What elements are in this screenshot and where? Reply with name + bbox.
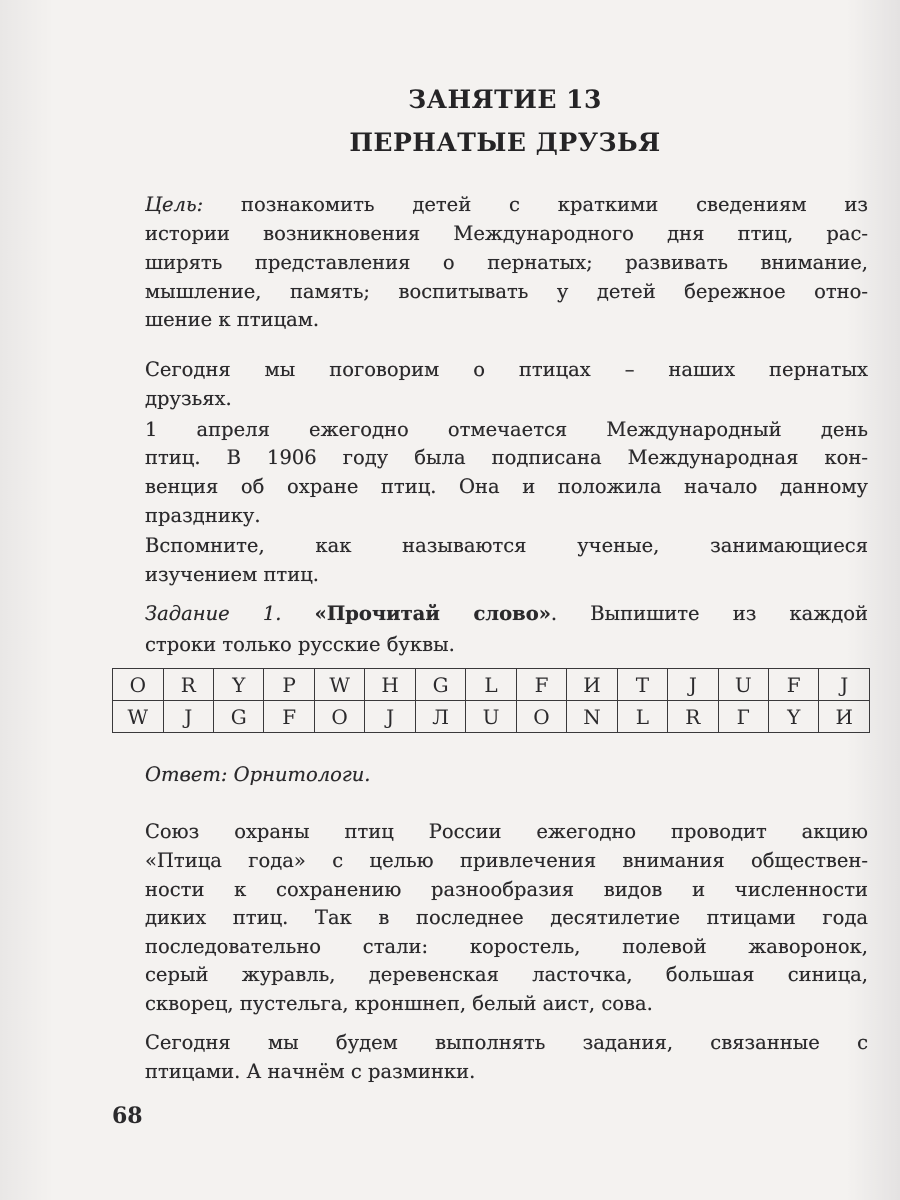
letter-cell: L	[466, 669, 516, 701]
text-segment	[281, 602, 314, 625]
text-segment: познакомить детей с краткими сведениям из	[203, 193, 868, 216]
text-line	[145, 280, 868, 304]
lesson-number-heading: ЗАНЯТИЕ 13	[408, 85, 602, 114]
text-segment: Сегодня мы поговорим о птицах – наших пернатых	[145, 358, 868, 381]
text-line	[145, 849, 868, 873]
letter-cell: Г	[718, 701, 768, 733]
text-segment: венция об охране птиц. Она и положила начало данному	[145, 475, 868, 498]
text-line	[145, 633, 868, 657]
letter-cell: J	[365, 701, 415, 733]
italic-text: Цель:	[145, 193, 204, 216]
letter-cell: O	[113, 669, 164, 701]
text-segment: последовательно стали: коростель, полевой жаворонок,	[145, 935, 868, 958]
text-line	[145, 475, 868, 499]
letter-cell: Y	[769, 701, 819, 733]
text-line	[145, 935, 868, 959]
letter-cell: R	[668, 701, 718, 733]
text-line	[145, 504, 868, 528]
letter-cell: O	[314, 701, 365, 733]
text-line	[145, 992, 868, 1016]
letter-cell: F	[264, 701, 314, 733]
letter-cell: N	[567, 701, 617, 733]
text-segment: скворец, пустельга, кроншнеп, белый аист, сова.	[145, 992, 653, 1015]
text-segment: Союз охраны птиц России ежегодно проводит акцию	[145, 820, 868, 843]
bold-text: «Прочитай слово»	[314, 602, 551, 625]
text-segment: изучением птиц.	[145, 563, 319, 586]
letter-cell: G	[213, 701, 263, 733]
text-segment: мышление, память; воспитывать у детей бережное отно-	[145, 280, 868, 303]
letter-cell: H	[365, 669, 415, 701]
text-segment: друзьях.	[145, 387, 232, 410]
text-segment: 1 апреля ежегодно отмечается Международный день	[145, 418, 868, 441]
letter-cell: W	[314, 669, 365, 701]
letter-cell: O	[516, 701, 566, 733]
letter-cell: T	[617, 669, 667, 701]
text-segment: шение к птицам.	[145, 308, 320, 331]
text-line	[145, 251, 868, 275]
text-line	[145, 602, 868, 626]
text-segment: празднику.	[145, 504, 261, 527]
letter-cell: И	[567, 669, 617, 701]
text-segment: Вспомните, как называются ученые, занимающиеся	[145, 534, 868, 557]
letter-row	[113, 669, 870, 701]
italic-text: Задание 1.	[145, 602, 282, 625]
text-line	[145, 358, 868, 382]
text-segment: серый журавль, деревенская ласточка, большая синица,	[145, 963, 868, 986]
text-line	[145, 222, 868, 246]
text-line	[145, 820, 868, 844]
lesson-topic-heading: ПЕРНАТЫЕ ДРУЗЬЯ	[349, 128, 661, 157]
letter-cell: Y	[213, 669, 263, 701]
text-line	[145, 563, 868, 587]
letter-cell: Л	[415, 701, 465, 733]
text-segment: истории возникновения Международного дня птиц, рас-	[145, 222, 868, 245]
text-line	[145, 963, 868, 987]
text-line	[145, 1031, 868, 1055]
text-segment: Сегодня мы будем выполнять задания, связанные с	[145, 1031, 868, 1054]
text-line	[145, 418, 868, 442]
letter-cell: U	[718, 669, 768, 701]
text-segment: строки только русские буквы.	[145, 633, 455, 656]
letter-cell: И	[819, 701, 870, 733]
text-line	[145, 906, 868, 930]
text-segment: ширять представления о пернатых; развивать внимание,	[145, 251, 868, 274]
text-segment: диких птиц. Так в последнее десятилетие птицами года	[145, 906, 868, 929]
text-line	[145, 1060, 868, 1084]
text-line	[145, 308, 868, 332]
letter-cell: P	[264, 669, 314, 701]
text-segment: птиц. В 1906 году была подписана Международная кон-	[145, 446, 868, 469]
text-line	[145, 193, 868, 217]
letter-cell: F	[516, 669, 566, 701]
text-segment: . Выпишите из каждой	[550, 602, 868, 625]
italic-text: Ответ: Орнитологи.	[145, 763, 371, 786]
letter-cell: J	[668, 669, 718, 701]
text-segment: птицами. А начнём с разминки.	[145, 1060, 476, 1083]
letter-cell: R	[163, 669, 213, 701]
text-line	[145, 534, 868, 558]
letter-cell: J	[819, 669, 870, 701]
letter-cell: F	[769, 669, 819, 701]
letter-cell: J	[163, 701, 213, 733]
letter-cell: L	[617, 701, 667, 733]
text-line	[145, 446, 868, 470]
text-line	[145, 878, 868, 902]
letter-cell: U	[466, 701, 516, 733]
letter-row	[113, 701, 870, 733]
text-segment: ности к сохранению разнообразия видов и численности	[145, 878, 868, 901]
text-line	[145, 387, 868, 411]
text-line	[145, 763, 868, 787]
letter-cell: G	[415, 669, 465, 701]
page-number: 68	[112, 1103, 143, 1129]
letter-cell: W	[113, 701, 164, 733]
text-segment: «Птица года» с целью привлечения внимания обществен-	[145, 849, 868, 872]
letter-table	[112, 668, 870, 733]
